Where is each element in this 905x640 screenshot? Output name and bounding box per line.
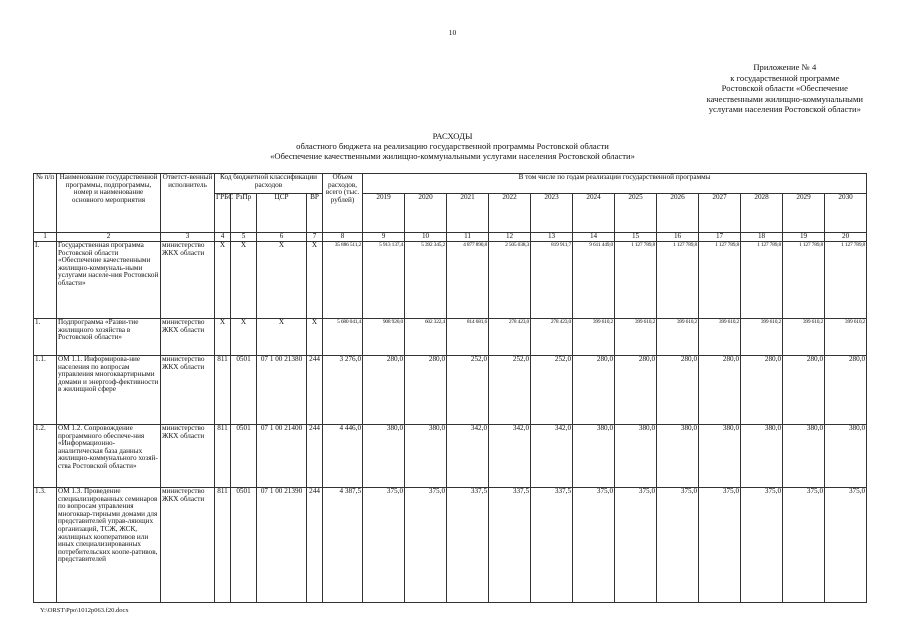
row-year-value: 280,0: [741, 356, 783, 425]
header-csr: ЦСР: [257, 194, 307, 233]
row-year-value: 380,0: [657, 425, 699, 488]
column-number: 19: [783, 233, 825, 242]
document-title: [0, 131, 905, 161]
row-vr: Х: [307, 242, 323, 319]
row-executor: министерство ЖКХ области: [161, 356, 215, 425]
row-year-value: 380,0: [741, 425, 783, 488]
header-year: 2029: [783, 194, 825, 233]
row-year-value: 399 610,2: [825, 319, 867, 356]
row-year-value: 375,0: [405, 488, 447, 603]
column-number: 7: [307, 233, 323, 242]
column-number: 18: [741, 233, 783, 242]
row-year-value: 278 423,0: [531, 319, 573, 356]
row-csr: Х: [257, 242, 307, 319]
header-year: 2024: [573, 194, 615, 233]
row-year-value: 819 911,7: [531, 242, 573, 319]
row-name: ОМ 1.3. Проведение специализированных семинаров по вопросам управления многоквар-тирными домами для представителей управ-ляющих организаций, ТСЖ, ЖСК, жилищных кооперативов или иных специализированных потребительских коопе-ративов, представителей: [57, 488, 161, 603]
column-number-row: [34, 233, 867, 242]
column-number: 20: [825, 233, 867, 242]
row-num: 1.3.: [34, 488, 57, 603]
row-year-value: 5 913 137,4: [363, 242, 405, 319]
header-year: 2027: [699, 194, 741, 233]
header-year: 2019: [363, 194, 405, 233]
header-name: Наименование государственной программы, подпрограммы, номер и наименование основного мероприятия: [57, 174, 161, 233]
header-executor: Ответст-венный исполнитель: [161, 174, 215, 233]
column-number: 17: [699, 233, 741, 242]
row-grbs: Х: [215, 319, 231, 356]
row-num: 1.2.: [34, 425, 57, 488]
row-year-value: 4 877 890,8: [447, 242, 489, 319]
appendix-line: Приложение № 4: [753, 62, 817, 72]
row-year-value: 280,0: [363, 356, 405, 425]
column-number: 11: [447, 233, 489, 242]
row-year-value: 5 392 345,2: [405, 242, 447, 319]
row-year-value: 380,0: [363, 425, 405, 488]
row-year-value: 342,0: [531, 425, 573, 488]
header-year: 2023: [531, 194, 573, 233]
row-year-value: 1 127 789,8: [825, 242, 867, 319]
header-grbs: ГРБС: [215, 194, 231, 233]
row-name: ОМ 1.2. Сопровождение программного обеспече-ния «Информационно-аналитическая база данных жилищно-коммунального хозяй-ства Ростовской области»: [57, 425, 161, 488]
row-year-value: 280,0: [783, 356, 825, 425]
row-total: 35 886 511,2: [323, 242, 363, 319]
row-grbs: 811: [215, 425, 231, 488]
row-year-value: 342,0: [489, 425, 531, 488]
row-executor: министерство ЖКХ области: [161, 319, 215, 356]
column-number: 13: [531, 233, 573, 242]
header-row: [34, 174, 867, 194]
header-vr: ВР: [307, 194, 323, 233]
appendix-note: [707, 62, 863, 115]
row-rzpr: Х: [231, 319, 257, 356]
column-number: 6: [257, 233, 307, 242]
row-year-value: 252,0: [531, 356, 573, 425]
row-year-value: 375,0: [657, 488, 699, 603]
row-year-value: 399 610,2: [573, 319, 615, 356]
row-year-value: 1 127 789,8: [615, 242, 657, 319]
row-num: 1.: [34, 319, 57, 356]
title-line: «Обеспечение качественными жилищно-коммунальными услугами населения Ростовской области»: [270, 151, 635, 161]
row-vr: 244: [307, 488, 323, 603]
header-year: 2025: [615, 194, 657, 233]
row-year-value: 399 610,2: [699, 319, 741, 356]
header-years-group: В том числе по годам реализации государственной программы: [363, 174, 867, 194]
row-grbs: 811: [215, 488, 231, 603]
row-year-value: 375,0: [741, 488, 783, 603]
row-name: Государственная программа Ростовской области «Обеспечение качественными жилищно-коммуналь-ными услугами населе-ния Ростовской области»: [57, 242, 161, 319]
row-year-value: 380,0: [405, 425, 447, 488]
row-year-value: 380,0: [699, 425, 741, 488]
row-year-value: 278 423,0: [489, 319, 531, 356]
row-year-value: 908 920,0: [363, 319, 405, 356]
column-number: 16: [657, 233, 699, 242]
table-row: [34, 319, 867, 356]
appendix-line: качественными жилищно-коммунальными: [706, 93, 863, 104]
row-year-value: 375,0: [573, 488, 615, 603]
row-total: 3 276,0: [323, 356, 363, 425]
row-year-value: 337,5: [489, 488, 531, 603]
row-grbs: 811: [215, 356, 231, 425]
row-year-value: 380,0: [615, 425, 657, 488]
row-csr: 07 1 00 21400: [257, 425, 307, 488]
row-year-value: 9 611 449,0: [573, 242, 615, 319]
row-name: Подпрограмма «Разви-тие жилищного хозяйства в Ростовской области»: [57, 319, 161, 356]
header-rzpr: РзПр: [231, 194, 257, 233]
row-year-value: 280,0: [573, 356, 615, 425]
row-year-value: 337,5: [447, 488, 489, 603]
header-year: 2028: [741, 194, 783, 233]
row-year-value: 375,0: [615, 488, 657, 603]
row-year-value: 399 610,2: [741, 319, 783, 356]
row-rzpr: Х: [231, 242, 257, 319]
header-year: 2022: [489, 194, 531, 233]
column-number: 15: [615, 233, 657, 242]
row-total: 4 387,5: [323, 488, 363, 603]
row-year-value: 399 610,2: [657, 319, 699, 356]
row-name: ОМ 1.1. Информирова-ние населения по вопросам управления многоквартирными домами и энергоэф-фективности в жилищной сфере: [57, 356, 161, 425]
file-path-footer: Y:\ORST\Ppo\1012p063.f20.docx: [40, 607, 129, 614]
row-csr: 07 1 00 21390: [257, 488, 307, 603]
appendix-line: к государственной программе: [730, 72, 840, 83]
title-line: областного бюджета на реализацию государственной программы Ростовской области: [296, 141, 609, 151]
row-rzpr: 0501: [231, 425, 257, 488]
row-year-value: 252,0: [447, 356, 489, 425]
row-year-value: 375,0: [699, 488, 741, 603]
row-year-value: 337,5: [531, 488, 573, 603]
row-year-value: 375,0: [363, 488, 405, 603]
row-year-value: 1 127 789,8: [699, 242, 741, 319]
row-num: 1.1.: [34, 356, 57, 425]
row-csr: Х: [257, 319, 307, 356]
row-year-value: 2 505 038,3: [489, 242, 531, 319]
row-year-value: 380,0: [825, 425, 867, 488]
header-code-group: Код бюджетной классификации расходов: [215, 174, 323, 194]
column-number: 1: [34, 233, 57, 242]
column-number: 12: [489, 233, 531, 242]
column-number: 4: [215, 233, 231, 242]
header-year: 2021: [447, 194, 489, 233]
row-vr: 244: [307, 425, 323, 488]
row-year-value: 280,0: [699, 356, 741, 425]
row-year-value: 399 610,2: [783, 319, 825, 356]
appendix-line: услугами населения Ростовской области»: [708, 104, 861, 115]
row-executor: министерство ЖКХ области: [161, 488, 215, 603]
column-number: 2: [57, 233, 161, 242]
column-number: 9: [363, 233, 405, 242]
row-executor: министерство ЖКХ области: [161, 425, 215, 488]
table-row: [34, 356, 867, 425]
row-year-value: 814 681,6: [447, 319, 489, 356]
row-year-value: 280,0: [405, 356, 447, 425]
row-year-value: 380,0: [783, 425, 825, 488]
row-year-value: 375,0: [825, 488, 867, 603]
row-year-value: 342,0: [447, 425, 489, 488]
row-year-value: 375,0: [783, 488, 825, 603]
title-heading: РАСХОДЫ: [432, 131, 473, 141]
appendix-line: Ростовской области «Обеспечение: [721, 83, 848, 94]
column-number: 14: [573, 233, 615, 242]
header-year: 2020: [405, 194, 447, 233]
row-total: 5 680 041,4: [323, 319, 363, 356]
row-year-value: 380,0: [573, 425, 615, 488]
row-vr: Х: [307, 319, 323, 356]
row-year-value: 280,0: [657, 356, 699, 425]
header-year: 2026: [657, 194, 699, 233]
column-number: 8: [323, 233, 363, 242]
row-year-value: 399 610,2: [615, 319, 657, 356]
table-row: [34, 488, 867, 603]
row-year-value: 1 127 789,8: [783, 242, 825, 319]
row-rzpr: 0501: [231, 356, 257, 425]
row-year-value: 252,0: [489, 356, 531, 425]
row-year-value: 1 127 789,8: [657, 242, 699, 319]
row-total: 4 446,0: [323, 425, 363, 488]
row-year-value: 280,0: [825, 356, 867, 425]
row-csr: 07 1 00 21380: [257, 356, 307, 425]
column-number: 3: [161, 233, 215, 242]
table-row: [34, 425, 867, 488]
row-year-value: 280,0: [615, 356, 657, 425]
expenses-table: [33, 173, 867, 603]
header-volume: Объем расходов, всего (тыс. рублей): [323, 174, 363, 233]
row-year-value: 602 322,4: [405, 319, 447, 356]
row-rzpr: 0501: [231, 488, 257, 603]
row-year-value: 1 127 789,8: [741, 242, 783, 319]
page-number: 10: [448, 28, 457, 37]
row-executor: министерство ЖКХ области: [161, 242, 215, 319]
table-row: [34, 242, 867, 319]
row-vr: 244: [307, 356, 323, 425]
row-num: I.: [34, 242, 57, 319]
header-num: № п/п: [34, 174, 57, 233]
header-year: 2030: [825, 194, 867, 233]
column-number: 10: [405, 233, 447, 242]
row-grbs: Х: [215, 242, 231, 319]
column-number: 5: [231, 233, 257, 242]
